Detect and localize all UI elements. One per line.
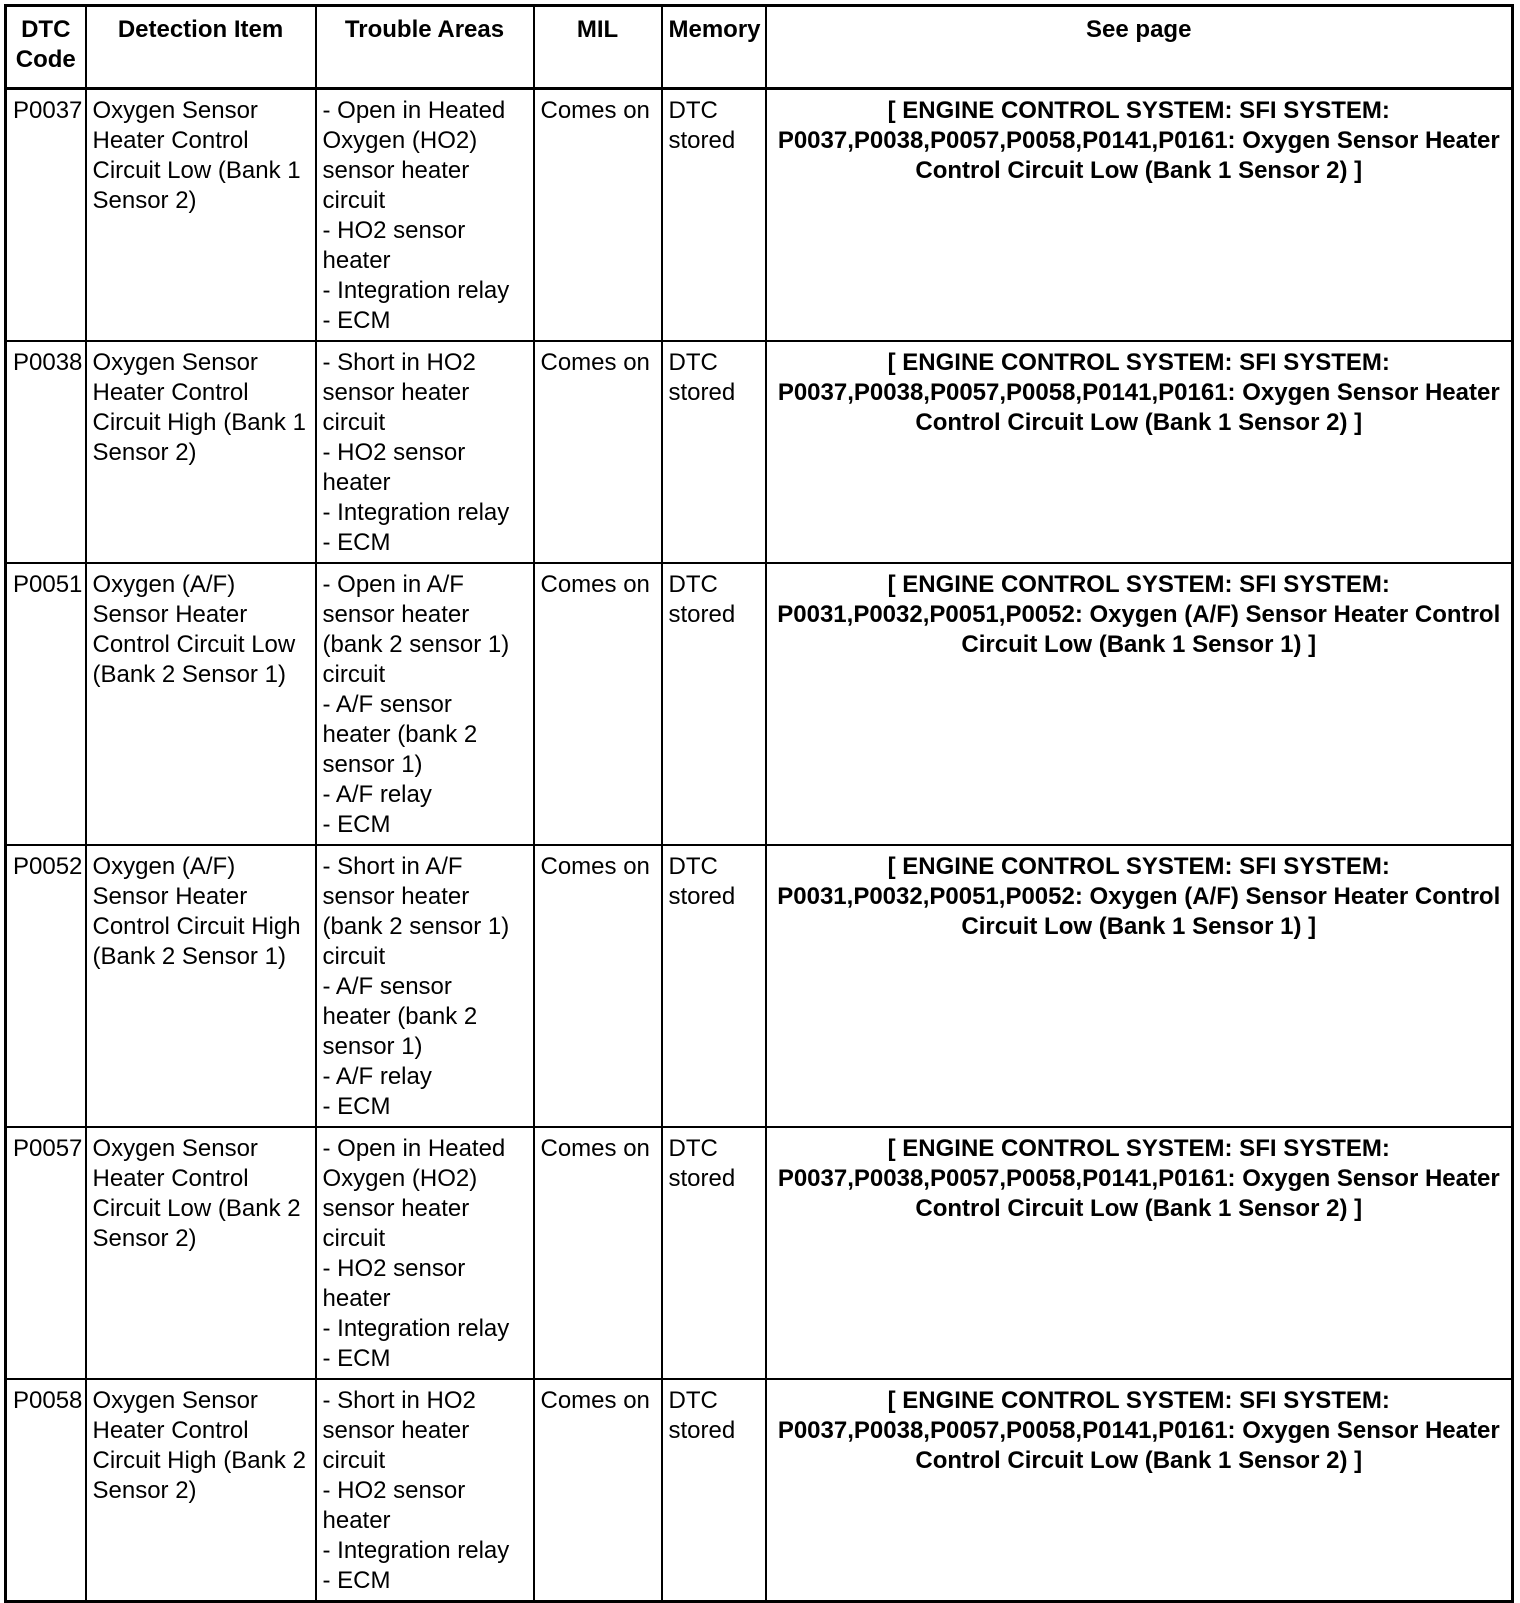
- trouble-area-item: - Integration relay: [322, 1315, 510, 1342]
- detection-item-cell: Oxygen Sensor Heater Control Circuit Low (Bank 2 Sensor 2): [86, 1127, 316, 1379]
- trouble-area-item: - A/F relay: [322, 1063, 432, 1090]
- detection-item-cell: Oxygen (A/F) Sensor Heater Control Circuit Low (Bank 2 Sensor 1): [86, 563, 316, 845]
- trouble-area-item: - HO2 sensor heater: [322, 1255, 466, 1312]
- see-page-link[interactable]: [ ENGINE CONTROL SYSTEM: SFI SYSTEM: P0037,P0038,P0057,P0058,P0141,P0161: Oxygen Sensor Heater Control Circuit Low (Bank 1 Sensor 2) ]: [766, 1127, 1513, 1379]
- trouble-area-item: - ECM: [322, 1345, 391, 1372]
- mil-cell: Comes on: [534, 1127, 662, 1379]
- trouble-areas-cell: [316, 89, 534, 342]
- dtc-code-cell: P0038: [6, 341, 86, 563]
- trouble-area-item: - Short in HO2 sensor heater circuit: [322, 349, 476, 436]
- header-see-page: See page: [766, 6, 1513, 89]
- dtc-code-cell: P0051: [6, 563, 86, 845]
- header-trouble-areas: Trouble Areas: [316, 6, 534, 89]
- memory-cell: DTC stored: [662, 1127, 766, 1379]
- trouble-area-item: - HO2 sensor heater: [322, 1477, 466, 1534]
- header-dtc-code: DTC Code: [6, 6, 86, 89]
- mil-cell: Comes on: [534, 341, 662, 563]
- detection-item-cell: Oxygen Sensor Heater Control Circuit High (Bank 1 Sensor 2): [86, 341, 316, 563]
- table-row: [6, 89, 1513, 342]
- trouble-area-item: - ECM: [322, 1093, 391, 1120]
- dtc-code-cell: P0057: [6, 1127, 86, 1379]
- see-page-link[interactable]: [ ENGINE CONTROL SYSTEM: SFI SYSTEM: P0031,P0032,P0051,P0052: Oxygen (A/F) Sensor Heater Control Circuit Low (Bank 1 Sensor 1) ]: [766, 563, 1513, 845]
- trouble-area-item: - A/F sensor heater (bank 2 sensor 1): [322, 973, 478, 1060]
- trouble-area-item: - A/F sensor heater (bank 2 sensor 1): [322, 691, 478, 778]
- table-row: [6, 341, 1513, 563]
- detection-item-cell: Oxygen (A/F) Sensor Heater Control Circuit High (Bank 2 Sensor 1): [86, 845, 316, 1127]
- trouble-area-item: - ECM: [322, 307, 391, 334]
- memory-cell: DTC stored: [662, 341, 766, 563]
- memory-cell: DTC stored: [662, 845, 766, 1127]
- see-page-link[interactable]: [ ENGINE CONTROL SYSTEM: SFI SYSTEM: P0037,P0038,P0057,P0058,P0141,P0161: Oxygen Sensor Heater Control Circuit Low (Bank 1 Sensor 2) ]: [766, 341, 1513, 563]
- trouble-area-item: - ECM: [322, 529, 391, 556]
- trouble-area-item: - Integration relay: [322, 499, 510, 526]
- table-row: [6, 1379, 1513, 1602]
- trouble-areas-cell: [316, 563, 534, 845]
- header-row: [6, 6, 1513, 89]
- trouble-area-item: - HO2 sensor heater: [322, 439, 466, 496]
- trouble-area-item: - Integration relay: [322, 1537, 510, 1564]
- header-memory: Memory: [662, 6, 766, 89]
- trouble-area-item: - Open in Heated Oxygen (HO2) sensor heater circuit: [322, 1135, 506, 1252]
- trouble-area-item: - Integration relay: [322, 277, 510, 304]
- detection-item-cell: Oxygen Sensor Heater Control Circuit High (Bank 2 Sensor 2): [86, 1379, 316, 1602]
- trouble-area-item: - Open in Heated Oxygen (HO2) sensor heater circuit: [322, 97, 506, 214]
- see-page-link[interactable]: [ ENGINE CONTROL SYSTEM: SFI SYSTEM: P0037,P0038,P0057,P0058,P0141,P0161: Oxygen Sensor Heater Control Circuit Low (Bank 1 Sensor 2) ]: [766, 89, 1513, 342]
- detection-item-cell: Oxygen Sensor Heater Control Circuit Low (Bank 1 Sensor 2): [86, 89, 316, 342]
- mil-cell: Comes on: [534, 89, 662, 342]
- dtc-code-cell: P0058: [6, 1379, 86, 1602]
- table-row: [6, 1127, 1513, 1379]
- dtc-table: [4, 4, 1514, 1603]
- table-row: [6, 845, 1513, 1127]
- table-row: [6, 563, 1513, 845]
- mil-cell: Comes on: [534, 1379, 662, 1602]
- see-page-link[interactable]: [ ENGINE CONTROL SYSTEM: SFI SYSTEM: P0031,P0032,P0051,P0052: Oxygen (A/F) Sensor Heater Control Circuit Low (Bank 1 Sensor 1) ]: [766, 845, 1513, 1127]
- memory-cell: DTC stored: [662, 1379, 766, 1602]
- mil-cell: Comes on: [534, 563, 662, 845]
- trouble-area-item: - A/F relay: [322, 781, 432, 808]
- trouble-area-item: - HO2 sensor heater: [322, 217, 466, 274]
- mil-cell: Comes on: [534, 845, 662, 1127]
- trouble-area-item: - Short in HO2 sensor heater circuit: [322, 1387, 476, 1474]
- trouble-area-item: - Short in A/F sensor heater (bank 2 sensor 1) circuit: [322, 853, 510, 970]
- header-mil: MIL: [534, 6, 662, 89]
- dtc-code-cell: P0037: [6, 89, 86, 342]
- dtc-code-cell: P0052: [6, 845, 86, 1127]
- trouble-areas-cell: [316, 1127, 534, 1379]
- see-page-link[interactable]: [ ENGINE CONTROL SYSTEM: SFI SYSTEM: P0037,P0038,P0057,P0058,P0141,P0161: Oxygen Sensor Heater Control Circuit Low (Bank 1 Sensor 2) ]: [766, 1379, 1513, 1602]
- trouble-areas-cell: [316, 341, 534, 563]
- table-header: [6, 6, 1513, 89]
- trouble-area-item: - ECM: [322, 811, 391, 838]
- trouble-area-item: - ECM: [322, 1567, 391, 1594]
- header-detection-item: Detection Item: [86, 6, 316, 89]
- trouble-areas-cell: [316, 845, 534, 1127]
- memory-cell: DTC stored: [662, 563, 766, 845]
- table-body: [6, 89, 1513, 1602]
- trouble-area-item: - Open in A/F sensor heater (bank 2 sensor 1) circuit: [322, 571, 510, 688]
- memory-cell: DTC stored: [662, 89, 766, 342]
- trouble-areas-cell: [316, 1379, 534, 1602]
